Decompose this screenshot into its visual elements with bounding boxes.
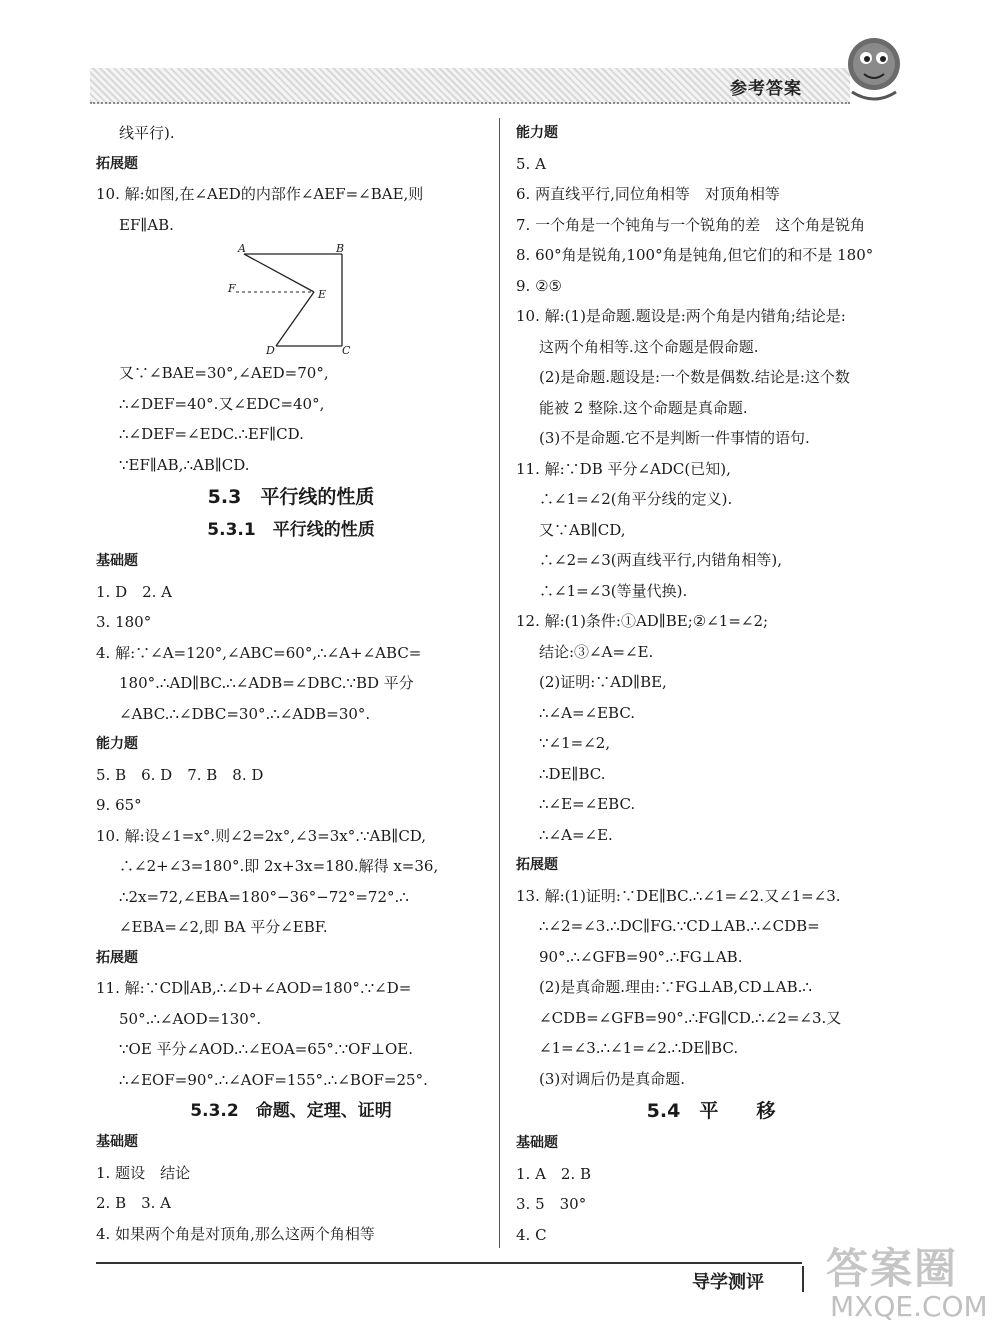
text-line: ∠ABC.∴∠DBC=30°.∴∠ADB=30°. — [119, 704, 371, 723]
header-title: 参考答案 — [730, 79, 802, 99]
text-line: ∴∠EOF=90°.∴∠AOF=155°.∴∠BOF=25°. — [119, 1070, 428, 1089]
section-label: 基础题 — [96, 553, 138, 569]
subsection-heading: 5.3.1 平行线的性质 — [207, 520, 375, 540]
text-line: ∴∠E=∠EBC. — [539, 795, 636, 813]
section-label: 能力题 — [516, 125, 558, 141]
answer-line: 6. 两直线平行,同位角相等 对顶角相等 — [516, 185, 780, 203]
text-line: (3)不是命题.它不是判断一件事情的语句. — [539, 429, 810, 447]
answer-line: 10. 解:设∠1=x°.则∠2=2x°,∠3=3x°.∵AB∥CD, — [96, 826, 427, 845]
answer-line: 10. 解:(1)是命题.题设是:两个角是内错角;结论是: — [516, 307, 846, 325]
text-line: (2)是命题.题设是:一个数是偶数.结论是:这个数 — [539, 368, 850, 386]
section-label: 拓展题 — [516, 857, 558, 873]
answer-line: 13. 解:(1)证明:∵DE∥BC.∴∠1=∠2.又∠1=∠3. — [516, 886, 841, 905]
figure-svg — [214, 242, 354, 356]
section-heading: 5.3 平行线的性质 — [207, 486, 375, 508]
figure-label-c: C — [342, 344, 351, 356]
answer-line: 4. 解:∵∠A=120°,∠ABC=60°,∴∠A+∠ABC= — [96, 643, 422, 662]
footer-bar — [802, 1266, 804, 1292]
section-label: 基础题 — [516, 1135, 558, 1151]
section-heading: 5.4 平 移 — [646, 1100, 776, 1122]
text-line: (3)对调后仍是真命题. — [539, 1069, 686, 1088]
answer-line: 4. C — [516, 1225, 547, 1244]
text-line: 又∵AB∥CD, — [539, 520, 626, 539]
text-line: 50°.∴∠AOD=130°. — [119, 1009, 262, 1028]
text-line: ∴2x=72,∠EBA=180°−36°−72°=72°.∴ — [119, 887, 409, 906]
text-line: 线平行). — [119, 124, 175, 142]
answer-line: 2. B 3. A — [96, 1194, 172, 1212]
text-line: 180°.∴AD∥BC.∴∠ADB=∠DBC.∵BD 平分 — [119, 674, 414, 692]
text-line: ∴∠A=∠EBC. — [539, 703, 636, 722]
text-line: ∴∠DEF=40°.又∠EDC=40°, — [119, 394, 325, 413]
section-label: 能力题 — [96, 736, 138, 752]
answer-line: 5. B 6. D 7. B 8. D — [96, 765, 264, 784]
answer-line: 9. ②⑤ — [516, 276, 562, 295]
text-line: ∴∠DEF=∠EDC.∴EF∥CD. — [119, 425, 304, 443]
text-line: 能被 2 整除.这个命题是真命题. — [539, 398, 748, 417]
figure-label-d: D — [266, 344, 275, 356]
text-line: ∴∠2=∠3(两直线平行,内错角相等), — [539, 551, 783, 569]
answer-line: 1. 题设 结论 — [96, 1163, 191, 1182]
answer-line: 3. 180° — [96, 613, 152, 631]
right-column — [516, 118, 906, 1250]
answer-line: 8. 60°角是锐角,100°角是钝角,但它们的和不是 180° — [516, 246, 874, 264]
text-line: 90°.∴∠GFB=90°.∴FG⊥AB. — [539, 947, 743, 966]
answer-line: 4. 如果两个角是对顶角,那么这两个角相等 — [96, 1224, 375, 1243]
footer-rule — [96, 1262, 802, 1264]
text-line: ∵EF∥AB,∴AB∥CD. — [119, 455, 250, 474]
text-line: ∴∠1=∠3(等量代换). — [539, 581, 688, 600]
answer-line: 1. D 2. A — [96, 582, 173, 601]
figure-label-f: F — [228, 282, 236, 295]
figure-label-a: A — [238, 242, 246, 255]
answer-line: 9. 65° — [96, 796, 142, 814]
section-label: 拓展题 — [96, 155, 138, 172]
text-line: 结论:③∠A=∠E. — [539, 642, 654, 661]
figure-label-b: B — [336, 242, 345, 255]
text-line: ∠1=∠3.∴∠1=∠2.∴DE∥BC. — [539, 1039, 739, 1057]
text-line: ∴DE∥BC. — [539, 764, 606, 783]
text-line: ∴∠2=∠3.∴DC∥FG.∵CD⊥AB.∴∠CDB= — [539, 917, 820, 935]
geometry-figure — [96, 240, 486, 358]
text-line: (2)证明:∵AD∥BE, — [539, 673, 667, 691]
answer-line: 1. A 2. B — [516, 1164, 592, 1183]
answer-line: 11. 解:∵DB 平分∠ADC(已知), — [516, 459, 731, 478]
text-line: ∴∠1=∠2(角平分线的定义). — [539, 490, 733, 508]
text-line: ∵∠1=∠2, — [539, 734, 611, 752]
text-line: EF∥AB. — [119, 215, 174, 234]
mascot-icon — [838, 30, 910, 110]
answer-line: 5. A — [516, 154, 546, 173]
text-line: 又∵∠BAE=30°,∠AED=70°, — [119, 364, 329, 382]
column-divider — [499, 118, 500, 1248]
answer-line: 3. 5 30° — [516, 1195, 587, 1213]
text-line: ∴∠A=∠E. — [539, 825, 613, 844]
text-line: ∠CDB=∠GFB=90°.∴FG∥CD.∴∠2=∠3.又 — [539, 1008, 842, 1027]
text-line: ∠EBA=∠2,即 BA 平分∠EBF. — [119, 918, 328, 936]
text-line: ∵OE 平分∠AOD.∴∠EOA=65°.∵OF⊥OE. — [119, 1040, 414, 1058]
figure-label-e: E — [318, 288, 327, 301]
answer-line: 7. 一个角是一个钝角与一个锐角的差 这个角是锐角 — [516, 215, 866, 234]
text-line: (2)是真命题.理由:∵FG⊥AB,CD⊥AB.∴ — [539, 978, 812, 996]
answer-line: 12. 解:(1)条件:①AD∥BE;②∠1=∠2; — [516, 612, 769, 630]
watermark-logo: 答案圈 — [826, 1244, 959, 1293]
text-line: ∴∠2+∠3=180°.即 2x+3x=180.解得 x=36, — [119, 857, 439, 875]
footer-title: 导学测评 — [692, 1272, 764, 1293]
watermark-url: MXQE.COM — [830, 1290, 988, 1323]
section-label: 拓展题 — [96, 949, 138, 966]
text-line: 这两个角相等.这个命题是假命题. — [539, 337, 759, 356]
section-label: 基础题 — [96, 1134, 138, 1150]
answer-line: 11. 解:∵CD∥AB,∴∠D+∠AOD=180°.∵∠D= — [96, 979, 412, 997]
text-line: 10. 解:如图,在∠AED的内部作∠AEF=∠BAE,则 — [96, 185, 424, 203]
subsection-heading: 5.3.2 命题、定理、证明 — [190, 1101, 392, 1121]
left-column — [96, 118, 486, 1249]
